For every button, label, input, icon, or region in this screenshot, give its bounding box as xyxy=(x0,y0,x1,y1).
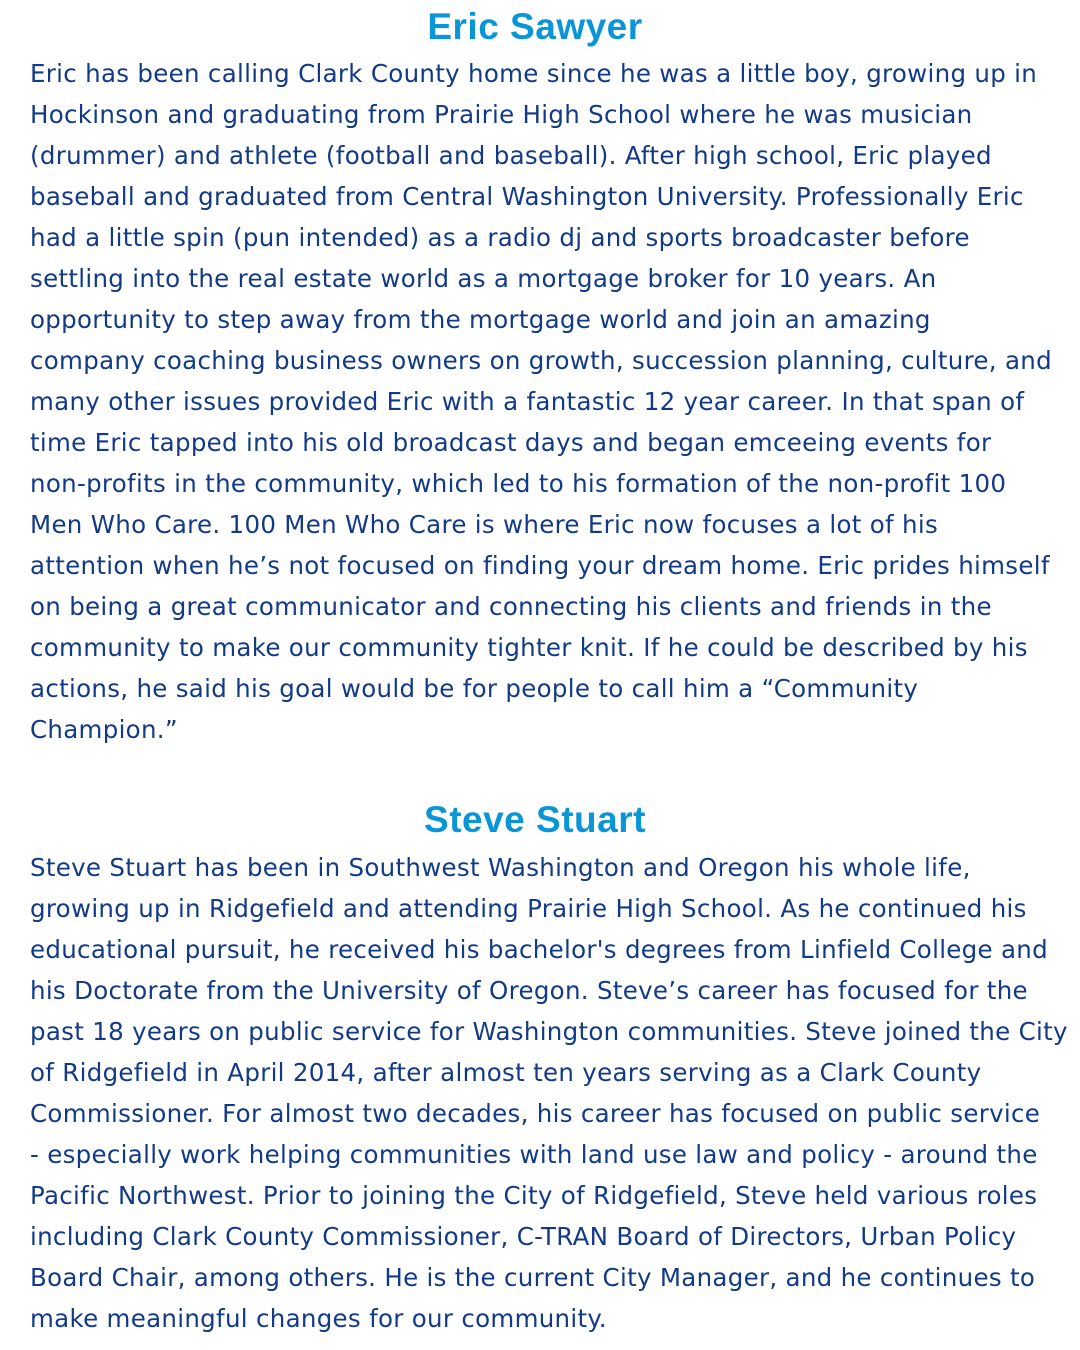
bio-line: opportunity to step away from the mortgage world and join an amazing xyxy=(30,305,931,334)
bio-line: (drummer) and athlete (football and baseball). After high school, Eric played xyxy=(30,141,992,170)
bio-line: Steve Stuart has been in Southwest Washington and Oregon his whole life, xyxy=(30,853,971,882)
bio-line: actions, he said his goal would be for people to call him a “Community xyxy=(30,674,919,703)
bio-line: of Ridgefield in April 2014, after almost ten years serving as a Clark County xyxy=(30,1058,982,1087)
bio-line: Board Chair, among others. He is the current City Manager, and he continues to xyxy=(30,1263,1036,1292)
bio-line: Pacific Northwest. Prior to joining the City of Ridgefield, Steve held various roles xyxy=(30,1181,1038,1210)
bio-line: time Eric tapped into his old broadcast days and began emceeing events for xyxy=(30,428,992,457)
bio-line: - especially work helping communities with land use law and policy - around the xyxy=(30,1140,1038,1169)
bio-text-steve-stuart xyxy=(30,847,1070,1339)
bio-line: Commissioner. For almost two decades, his career has focused on public service xyxy=(30,1099,1041,1128)
bio-line: settling into the real estate world as a mortgage broker for 10 years. An xyxy=(30,264,937,293)
bio-text-eric-sawyer xyxy=(30,53,1070,750)
bio-line: baseball and graduated from Central Washington University. Professionally Eric xyxy=(30,182,1024,211)
bio-line: company coaching business owners on growth, succession planning, culture, and xyxy=(30,346,1052,375)
bio-line: Champion.” xyxy=(30,715,178,744)
bio-line: Men Who Care. 100 Men Who Care is where Eric now focuses a lot of his xyxy=(30,510,939,539)
bio-line: growing up in Ridgefield and attending Prairie High School. As he continued his xyxy=(30,894,1027,923)
bio-line: educational pursuit, he received his bachelor's degrees from Linfield College and xyxy=(30,935,1048,964)
bio-line: many other issues provided Eric with a fantastic 12 year career. In that span of xyxy=(30,387,1025,416)
bio-line: community to make our community tighter knit. If he could be described by his xyxy=(30,633,1028,662)
bio-heading-eric-sawyer: Eric Sawyer xyxy=(427,6,643,47)
bio-line: on being a great communicator and connecting his clients and friends in the xyxy=(30,592,992,621)
bio-line: make meaningful changes for our community. xyxy=(30,1304,607,1333)
bio-line: Hockinson and graduating from Prairie High School where he was musician xyxy=(30,100,973,129)
bio-line: his Doctorate from the University of Oregon. Steve’s career has focused for the xyxy=(30,976,1028,1005)
bio-line: Eric has been calling Clark County home since he was a little boy, growing up in xyxy=(30,59,1038,88)
bio-heading-steve-stuart: Steve Stuart xyxy=(424,799,646,840)
bio-line: including Clark County Commissioner, C-TRAN Board of Directors, Urban Policy xyxy=(30,1222,1017,1251)
bio-line: attention when he’s not focused on finding your dream home. Eric prides himself xyxy=(30,551,1050,580)
bio-line: non-profits in the community, which led to his formation of the non-profit 100 xyxy=(30,469,1007,498)
bio-line: had a little spin (pun intended) as a radio dj and sports broadcaster before xyxy=(30,223,970,252)
bio-line: past 18 years on public service for Washington communities. Steve joined the City xyxy=(30,1017,1068,1046)
